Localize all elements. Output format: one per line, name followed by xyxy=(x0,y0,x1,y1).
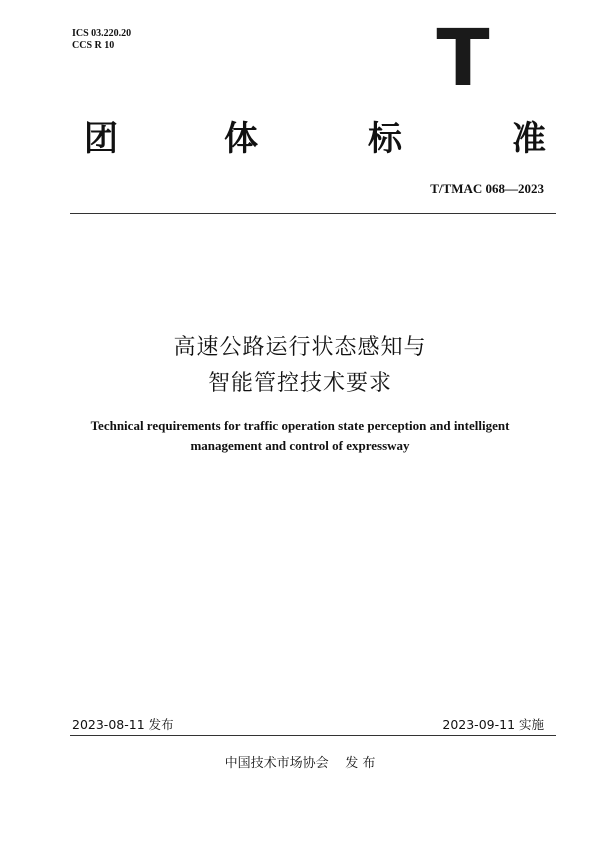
title-en-line-2: management and control of expressway xyxy=(190,438,410,453)
standard-type-char-1: 团 xyxy=(84,119,118,159)
standard-type-char-2: 体 xyxy=(224,119,258,159)
publish-date: 2023-08-11 发布 xyxy=(72,717,174,732)
title-cn-line-2: 智能管控技术要求 xyxy=(207,371,392,396)
effective-date: 2023-09-11 实施 xyxy=(442,717,544,732)
header-divider xyxy=(70,213,556,214)
publisher-action: 发 布 xyxy=(345,756,376,771)
ics-code: ICS 03.220.20 xyxy=(72,28,132,39)
standard-type-char-3: 标 xyxy=(368,119,402,159)
publisher-org: 中国技术市场协会 xyxy=(224,756,329,771)
title-en-line-1: Technical requirements for traffic operation state perception and intelligent xyxy=(90,418,510,433)
title-cn-line-1: 高速公路运行状态感知与 xyxy=(173,335,427,360)
footer-divider xyxy=(70,735,556,736)
ccs-code: CCS R 10 xyxy=(72,40,115,51)
standard-type-char-4: 准 xyxy=(512,119,546,159)
standard-code: T/TMAC 068—2023 xyxy=(430,181,544,196)
standard-logo: T xyxy=(436,14,490,104)
publisher-line xyxy=(0,752,600,771)
